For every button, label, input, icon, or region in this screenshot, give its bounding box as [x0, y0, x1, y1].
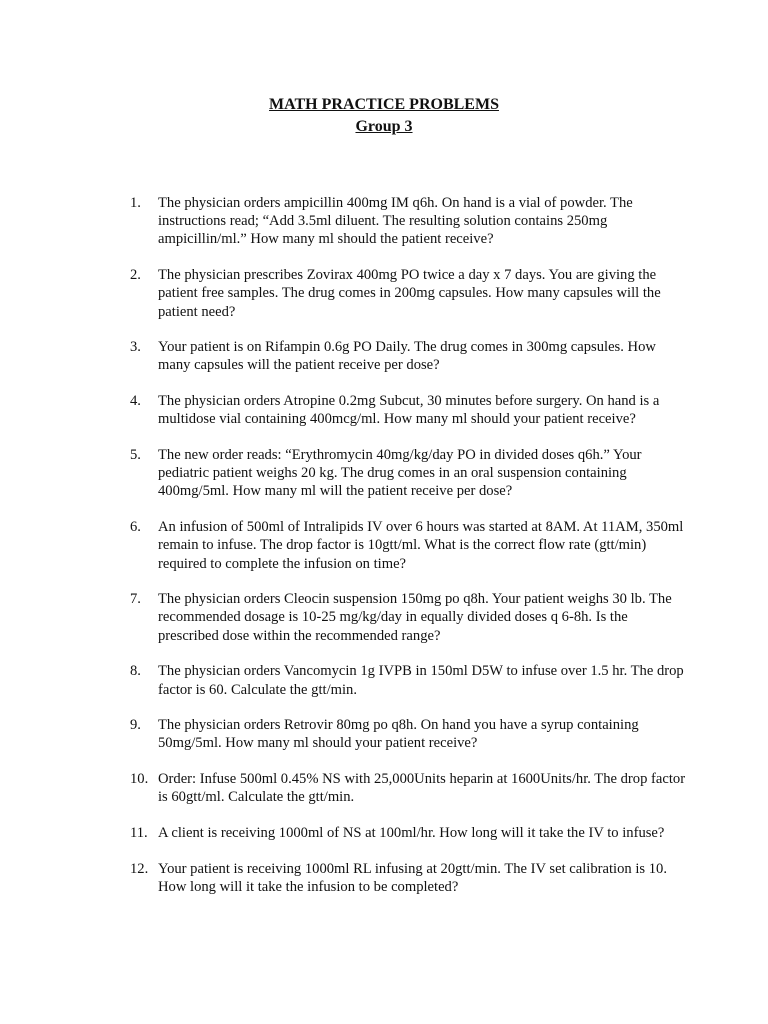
problem-text: The physician prescribes Zovirax 400mg PO twice a day x 7 days. You are giving the patient free samples. The drug comes in 200mg capsules. How many capsules will the patient need?	[158, 267, 661, 320]
problem-number: 12.	[130, 860, 149, 877]
problem-text: A client is receiving 1000ml of NS at 100ml/hr. How long will it take the IV to infuse?	[158, 825, 665, 842]
problem-item	[130, 194, 690, 249]
problem-item	[130, 266, 690, 321]
problem-text: Your patient is on Rifampin 0.6g PO Daily. The drug comes in 300mg capsules. How many capsules will the patient receive per dose?	[158, 339, 656, 374]
problem-number: 6.	[130, 519, 141, 536]
problem-number: 2.	[130, 267, 141, 284]
problem-number: 11.	[130, 825, 148, 842]
problem-text: The physician orders Vancomycin 1g IVPB in 150ml D5W to infuse over 1.5 hr. The drop factor is 60. Calculate the gtt/min.	[158, 663, 684, 698]
problem-number: 3.	[130, 339, 141, 356]
problem-item	[130, 716, 690, 752]
problem-text: An infusion of 500ml of Intralipids IV over 6 hours was started at 8AM. At 11AM, 350ml remain to infuse. The drop factor is 10gtt/ml. What is the correct flow rate (gtt/min) required to complete the infusion on time?	[158, 519, 684, 572]
problem-item	[130, 392, 690, 428]
problem-item	[130, 338, 690, 374]
problem-number: 9.	[130, 717, 141, 734]
problem-item	[130, 770, 690, 806]
problem-number: 5.	[130, 447, 141, 464]
problem-item	[130, 662, 690, 698]
problem-item	[130, 590, 690, 645]
problem-list	[130, 194, 690, 914]
problem-text: Order: Infuse 500ml 0.45% NS with 25,000Units heparin at 1600Units/hr. The drop factor is 60gtt/ml. Calculate the gtt/min.	[158, 771, 686, 806]
problem-number: 8.	[130, 663, 141, 680]
problem-item	[130, 446, 690, 501]
problem-item	[130, 518, 690, 573]
document-subtitle: Group 3	[355, 118, 413, 135]
problem-number: 10.	[130, 771, 149, 788]
problem-text: The physician orders ampicillin 400mg IM q6h. On hand is a vial of powder. The instructions read; “Add 3.5ml diluent. The resulting solution contains 250mg ampicillin/ml.” How many ml should the patient receive?	[158, 195, 633, 248]
problem-text: The physician orders Atropine 0.2mg Subcut, 30 minutes before surgery. On hand is a multidose vial containing 400mcg/ml. How many ml should your patient receive?	[158, 393, 660, 428]
problem-number: 4.	[130, 393, 141, 410]
problem-item	[130, 824, 690, 842]
problem-text: The new order reads: “Erythromycin 40mg/kg/day PO in divided doses q6h.” Your pediatric patient weighs 20 kg. The drug comes in an oral suspension containing 400mg/5ml. How many ml will the patient receive per dose?	[158, 447, 642, 500]
problem-number: 7.	[130, 591, 141, 608]
problem-text: Your patient is receiving 1000ml RL infusing at 20gtt/min. The IV set calibration is 10. How long will it take the infusion to be completed?	[158, 860, 667, 895]
problem-number: 1.	[130, 195, 141, 211]
problem-item	[130, 860, 690, 896]
problem-text: The physician orders Retrovir 80mg po q8h. On hand you have a syrup containing 50mg/5ml. How many ml should your patient receive?	[158, 717, 639, 752]
document-title: MATH PRACTICE PROBLEMS	[269, 96, 499, 113]
problem-text: The physician orders Cleocin suspension 150mg po q8h. Your patient weighs 30 lb. The recommended dosage is 10-25 mg/kg/day in equally divided doses q 6-8h. Is the prescribed dose within the recommended range?	[158, 591, 672, 644]
title-block	[0, 94, 768, 138]
